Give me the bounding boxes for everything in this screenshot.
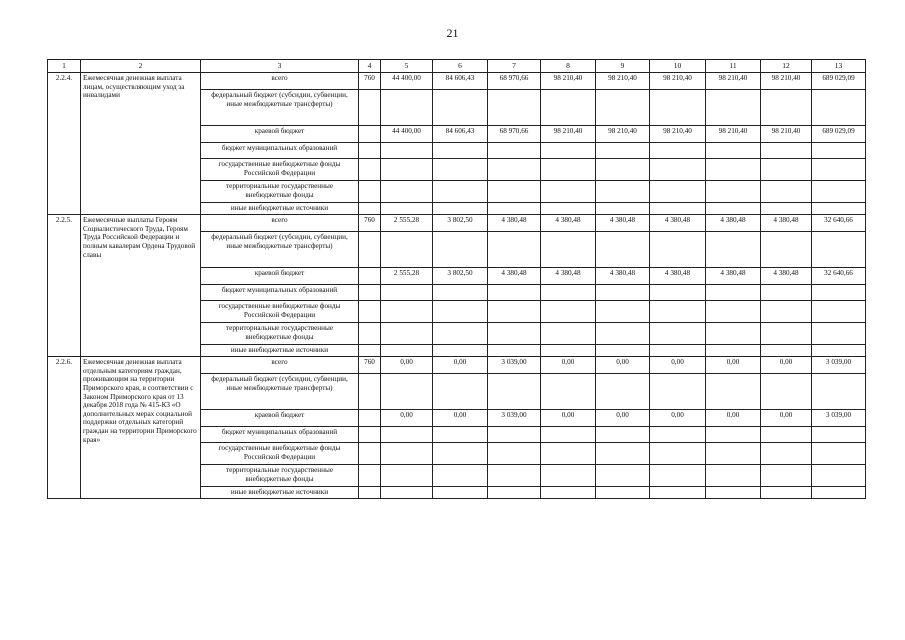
amount-cell: 4 380,48 xyxy=(706,268,761,285)
budget-table xyxy=(47,59,866,499)
amount-cell xyxy=(761,301,812,323)
budget-code xyxy=(359,374,381,410)
amount-cell xyxy=(596,465,650,487)
item-number: 2.2.5. xyxy=(48,215,81,357)
amount-cell xyxy=(433,443,488,465)
amount-cell: 4 380,48 xyxy=(650,215,706,232)
amount-cell xyxy=(761,345,812,357)
amount-cell xyxy=(381,143,433,159)
budget-code: 760 xyxy=(359,215,381,232)
amount-cell xyxy=(761,203,812,215)
amount-cell xyxy=(433,301,488,323)
amount-cell xyxy=(706,143,761,159)
amount-cell: 3 039,00 xyxy=(488,410,541,427)
amount-cell xyxy=(541,285,596,301)
amount-cell xyxy=(812,345,866,357)
amount-cell xyxy=(706,301,761,323)
amount-cell xyxy=(761,443,812,465)
amount-cell xyxy=(381,203,433,215)
amount-cell xyxy=(381,465,433,487)
budget-code xyxy=(359,410,381,427)
amount-cell: 3 802,50 xyxy=(433,268,488,285)
budget-code xyxy=(359,181,381,203)
amount-cell xyxy=(650,443,706,465)
amount-cell xyxy=(650,487,706,499)
amount-cell xyxy=(650,285,706,301)
amount-cell xyxy=(488,90,541,126)
amount-cell xyxy=(381,159,433,181)
amount-cell xyxy=(381,323,433,345)
amount-cell xyxy=(761,427,812,443)
funding-source: иные внебюджетные источники xyxy=(201,345,359,357)
amount-cell xyxy=(596,443,650,465)
amount-cell: 4 380,48 xyxy=(541,215,596,232)
amount-cell xyxy=(541,181,596,203)
amount-cell xyxy=(650,232,706,268)
amount-cell xyxy=(812,143,866,159)
amount-cell xyxy=(488,143,541,159)
funding-source: федеральный бюджет (субсидии, субвенции, иные межбюджетные трансферты) xyxy=(201,232,359,268)
amount-cell xyxy=(596,90,650,126)
amount-cell xyxy=(650,345,706,357)
amount-cell xyxy=(433,465,488,487)
amount-cell xyxy=(761,487,812,499)
amount-cell xyxy=(706,323,761,345)
amount-cell xyxy=(650,374,706,410)
amount-cell xyxy=(761,232,812,268)
amount-cell xyxy=(761,181,812,203)
amount-cell xyxy=(433,203,488,215)
amount-cell xyxy=(381,427,433,443)
amount-cell xyxy=(381,345,433,357)
amount-cell xyxy=(596,203,650,215)
amount-cell: 0,00 xyxy=(381,357,433,374)
amount-cell xyxy=(541,323,596,345)
amount-cell xyxy=(761,90,812,126)
amount-cell xyxy=(812,159,866,181)
amount-cell xyxy=(761,465,812,487)
budget-code xyxy=(359,345,381,357)
amount-cell xyxy=(596,345,650,357)
amount-cell: 98 210,40 xyxy=(541,126,596,143)
amount-cell xyxy=(706,90,761,126)
amount-cell: 98 210,40 xyxy=(761,73,812,90)
amount-cell: 0,00 xyxy=(596,357,650,374)
table-body xyxy=(48,73,866,499)
amount-cell xyxy=(650,159,706,181)
funding-source: иные внебюджетные источники xyxy=(201,487,359,499)
amount-cell xyxy=(433,143,488,159)
amount-cell xyxy=(381,232,433,268)
funding-source: территориальные государственные внебюджетные фонды xyxy=(201,465,359,487)
amount-cell xyxy=(381,374,433,410)
budget-code xyxy=(359,268,381,285)
column-header: 5 xyxy=(381,60,433,73)
funding-source: краевой бюджет xyxy=(201,410,359,427)
amount-cell: 0,00 xyxy=(650,410,706,427)
amount-cell xyxy=(433,427,488,443)
budget-code xyxy=(359,232,381,268)
amount-cell xyxy=(706,427,761,443)
amount-cell xyxy=(381,487,433,499)
amount-cell xyxy=(812,181,866,203)
amount-cell: 3 802,50 xyxy=(433,215,488,232)
amount-cell xyxy=(488,159,541,181)
budget-code xyxy=(359,323,381,345)
amount-cell xyxy=(761,143,812,159)
amount-cell xyxy=(596,143,650,159)
amount-cell xyxy=(812,232,866,268)
funding-source: всего xyxy=(201,73,359,90)
budget-code xyxy=(359,159,381,181)
amount-cell xyxy=(433,181,488,203)
amount-cell xyxy=(488,487,541,499)
page-number: 21 xyxy=(446,26,459,40)
amount-cell xyxy=(541,465,596,487)
funding-source: краевой бюджет xyxy=(201,268,359,285)
amount-cell: 4 380,48 xyxy=(488,215,541,232)
amount-cell xyxy=(488,345,541,357)
budget-code xyxy=(359,90,381,126)
amount-cell xyxy=(706,374,761,410)
amount-cell: 0,00 xyxy=(706,410,761,427)
amount-cell: 0,00 xyxy=(433,410,488,427)
amount-cell xyxy=(433,285,488,301)
funding-source: иные внебюджетные источники xyxy=(201,203,359,215)
amount-cell xyxy=(488,232,541,268)
amount-cell xyxy=(596,374,650,410)
amount-cell: 98 210,40 xyxy=(650,73,706,90)
amount-cell xyxy=(488,323,541,345)
amount-cell: 84 606,43 xyxy=(433,73,488,90)
amount-cell: 32 640,66 xyxy=(812,268,866,285)
column-header: 2 xyxy=(81,60,201,73)
item-name: Ежемесячные выплаты Героям Социалистического Труда, Героям Труда Российской Федерации и полным кавалерам Ордена Трудовой славы xyxy=(81,215,201,357)
amount-cell xyxy=(488,443,541,465)
amount-cell: 0,00 xyxy=(541,410,596,427)
amount-cell xyxy=(488,465,541,487)
item-name: Ежемесячная денежная выплата отдельным категориям граждан, проживающим на территории Приморского края, в соответствии с Законом Приморского края от 13 декабря 2018 года № 415-КЗ «О дополнительных мерах социальной поддержки отдельных категорий граждан на территории Приморского края» xyxy=(81,357,201,499)
amount-cell xyxy=(650,90,706,126)
amount-cell xyxy=(381,443,433,465)
table-row xyxy=(48,357,866,374)
amount-cell xyxy=(433,345,488,357)
column-header: 7 xyxy=(488,60,541,73)
amount-cell xyxy=(433,90,488,126)
amount-cell: 4 380,48 xyxy=(761,215,812,232)
amount-cell xyxy=(761,323,812,345)
amount-cell: 689 029,09 xyxy=(812,73,866,90)
amount-cell xyxy=(761,374,812,410)
amount-cell xyxy=(541,159,596,181)
amount-cell xyxy=(381,90,433,126)
funding-source: федеральный бюджет (субсидии, субвенции, иные межбюджетные трансферты) xyxy=(201,90,359,126)
amount-cell xyxy=(812,374,866,410)
column-header: 4 xyxy=(359,60,381,73)
amount-cell: 98 210,40 xyxy=(596,126,650,143)
amount-cell: 4 380,48 xyxy=(761,268,812,285)
amount-cell xyxy=(761,159,812,181)
amount-cell xyxy=(381,301,433,323)
amount-cell xyxy=(488,181,541,203)
amount-cell: 0,00 xyxy=(761,357,812,374)
amount-cell xyxy=(596,301,650,323)
amount-cell xyxy=(706,285,761,301)
amount-cell: 0,00 xyxy=(541,357,596,374)
column-header: 8 xyxy=(541,60,596,73)
amount-cell xyxy=(488,427,541,443)
amount-cell xyxy=(650,143,706,159)
amount-cell: 98 210,40 xyxy=(706,126,761,143)
column-header: 12 xyxy=(761,60,812,73)
amount-cell xyxy=(596,487,650,499)
amount-cell xyxy=(706,203,761,215)
column-header: 6 xyxy=(433,60,488,73)
funding-source: бюджет муниципальных образований xyxy=(201,285,359,301)
funding-source: бюджет муниципальных образований xyxy=(201,427,359,443)
funding-source: территориальные государственные внебюджетные фонды xyxy=(201,181,359,203)
amount-cell xyxy=(541,443,596,465)
budget-code xyxy=(359,285,381,301)
amount-cell: 0,00 xyxy=(761,410,812,427)
amount-cell xyxy=(812,203,866,215)
column-header: 3 xyxy=(201,60,359,73)
amount-cell xyxy=(706,487,761,499)
amount-cell xyxy=(433,232,488,268)
amount-cell xyxy=(488,301,541,323)
amount-cell xyxy=(812,90,866,126)
amount-cell xyxy=(706,232,761,268)
amount-cell: 4 380,48 xyxy=(488,268,541,285)
amount-cell: 4 380,48 xyxy=(706,215,761,232)
amount-cell: 0,00 xyxy=(433,357,488,374)
budget-code xyxy=(359,301,381,323)
amount-cell xyxy=(650,203,706,215)
item-number: 2.2.6. xyxy=(48,357,81,499)
amount-cell: 689 029,09 xyxy=(812,126,866,143)
amount-cell xyxy=(812,465,866,487)
amount-cell xyxy=(541,374,596,410)
budget-code xyxy=(359,465,381,487)
amount-cell xyxy=(812,285,866,301)
amount-cell xyxy=(433,159,488,181)
amount-cell xyxy=(488,285,541,301)
amount-cell xyxy=(706,345,761,357)
funding-source: государственные внебюджетные фонды Российской Федерации xyxy=(201,301,359,323)
column-header: 13 xyxy=(812,60,866,73)
budget-code: 760 xyxy=(359,73,381,90)
amount-cell: 0,00 xyxy=(650,357,706,374)
amount-cell xyxy=(433,323,488,345)
amount-cell xyxy=(541,90,596,126)
amount-cell: 44 400,00 xyxy=(381,126,433,143)
amount-cell xyxy=(812,487,866,499)
amount-cell xyxy=(541,427,596,443)
amount-cell: 0,00 xyxy=(381,410,433,427)
funding-source: территориальные государственные внебюджетные фонды xyxy=(201,323,359,345)
amount-cell xyxy=(650,323,706,345)
amount-cell: 3 039,00 xyxy=(812,357,866,374)
amount-cell: 0,00 xyxy=(706,357,761,374)
column-header: 10 xyxy=(650,60,706,73)
amount-cell: 98 210,40 xyxy=(761,126,812,143)
header-row xyxy=(48,60,866,73)
amount-cell xyxy=(541,232,596,268)
amount-cell: 4 380,48 xyxy=(650,268,706,285)
amount-cell xyxy=(541,345,596,357)
amount-cell: 68 970,66 xyxy=(488,73,541,90)
budget-code xyxy=(359,203,381,215)
amount-cell xyxy=(812,427,866,443)
funding-source: федеральный бюджет (субсидии, субвенции, иные межбюджетные трансферты) xyxy=(201,374,359,410)
column-header: 1 xyxy=(48,60,81,73)
amount-cell: 98 210,40 xyxy=(541,73,596,90)
amount-cell xyxy=(596,159,650,181)
amount-cell xyxy=(541,301,596,323)
table-row xyxy=(48,73,866,90)
budget-code xyxy=(359,443,381,465)
amount-cell xyxy=(650,181,706,203)
amount-cell xyxy=(596,181,650,203)
amount-cell xyxy=(812,323,866,345)
amount-cell: 4 380,48 xyxy=(596,215,650,232)
amount-cell: 84 606,43 xyxy=(433,126,488,143)
amount-cell xyxy=(650,465,706,487)
amount-cell xyxy=(381,181,433,203)
column-header: 11 xyxy=(706,60,761,73)
amount-cell: 2 555,28 xyxy=(381,215,433,232)
item-number: 2.2.4. xyxy=(48,73,81,215)
amount-cell: 4 380,48 xyxy=(541,268,596,285)
amount-cell xyxy=(706,465,761,487)
funding-source: государственные внебюджетные фонды Российской Федерации xyxy=(201,443,359,465)
amount-cell xyxy=(433,374,488,410)
amount-cell xyxy=(488,374,541,410)
amount-cell xyxy=(541,143,596,159)
amount-cell xyxy=(433,487,488,499)
amount-cell xyxy=(761,285,812,301)
funding-source: всего xyxy=(201,357,359,374)
column-header: 9 xyxy=(596,60,650,73)
amount-cell xyxy=(541,203,596,215)
budget-code: 760 xyxy=(359,357,381,374)
amount-cell xyxy=(812,301,866,323)
amount-cell: 2 555,28 xyxy=(381,268,433,285)
amount-cell xyxy=(650,427,706,443)
amount-cell xyxy=(596,427,650,443)
amount-cell: 3 039,00 xyxy=(488,357,541,374)
amount-cell xyxy=(650,301,706,323)
budget-code xyxy=(359,487,381,499)
funding-source: бюджет муниципальных образований xyxy=(201,143,359,159)
amount-cell xyxy=(488,203,541,215)
amount-cell xyxy=(812,443,866,465)
item-name: Ежемесячная денежная выплата лицам, осуществляющим уход за инвалидами xyxy=(81,73,201,215)
amount-cell xyxy=(596,285,650,301)
amount-cell: 68 970,66 xyxy=(488,126,541,143)
budget-code xyxy=(359,143,381,159)
amount-cell: 0,00 xyxy=(596,410,650,427)
amount-cell xyxy=(706,443,761,465)
budget-code xyxy=(359,126,381,143)
amount-cell: 4 380,48 xyxy=(596,268,650,285)
funding-source: всего xyxy=(201,215,359,232)
amount-cell xyxy=(706,181,761,203)
amount-cell xyxy=(596,323,650,345)
budget-code xyxy=(359,427,381,443)
amount-cell: 98 210,40 xyxy=(650,126,706,143)
amount-cell: 32 640,66 xyxy=(812,215,866,232)
amount-cell xyxy=(541,487,596,499)
amount-cell xyxy=(381,285,433,301)
funding-source: краевой бюджет xyxy=(201,126,359,143)
amount-cell: 98 210,40 xyxy=(596,73,650,90)
funding-source: государственные внебюджетные фонды Российской Федерации xyxy=(201,159,359,181)
amount-cell xyxy=(596,232,650,268)
amount-cell: 3 039,00 xyxy=(812,410,866,427)
amount-cell xyxy=(706,159,761,181)
amount-cell: 98 210,40 xyxy=(706,73,761,90)
table-row xyxy=(48,215,866,232)
amount-cell: 44 400,00 xyxy=(381,73,433,90)
